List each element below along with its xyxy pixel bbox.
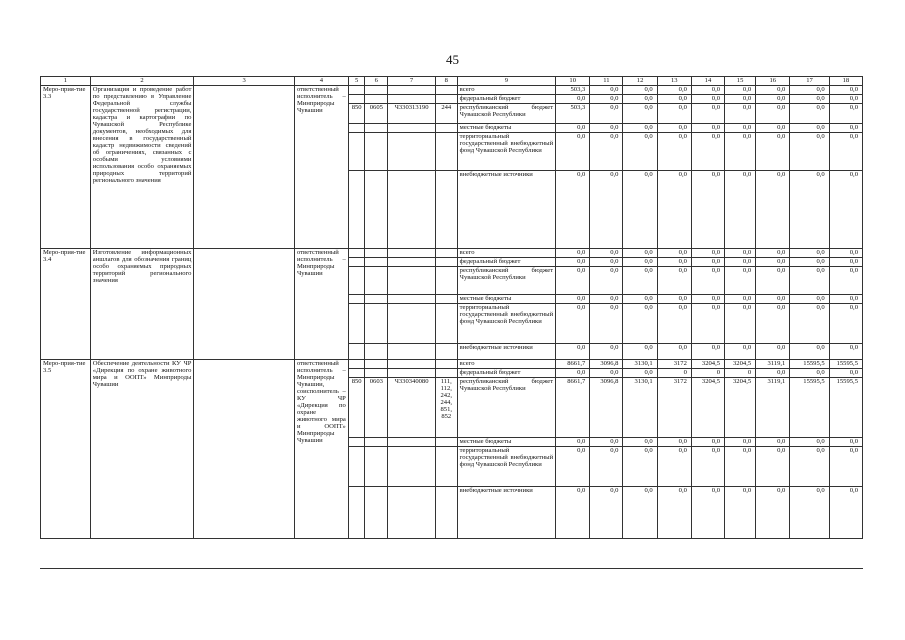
amount-cell: 0,0 (829, 438, 862, 447)
amount-cell: 0,0 (756, 104, 790, 124)
amount-cell: 0,0 (657, 344, 691, 360)
budget-code-cell-c8: 244 (435, 104, 457, 124)
amount-cell: 0,0 (756, 487, 790, 539)
funding-source-cell: местные бюджеты (457, 295, 555, 304)
column-header: 16 (756, 77, 790, 86)
budget-code-cell-c7 (388, 344, 436, 360)
amount-cell: 0,0 (725, 104, 756, 124)
amount-cell: 0,0 (590, 344, 623, 360)
amount-cell: 0,0 (725, 267, 756, 295)
amount-cell: 0,0 (556, 171, 590, 249)
amount-cell: 0,0 (590, 487, 623, 539)
amount-cell: 8661,7 (556, 360, 590, 369)
amount-cell: 0,0 (829, 124, 862, 133)
amount-cell: 0,0 (623, 304, 657, 344)
funding-source-cell: территориальный государственный внебюджетный фонд Чувашской Республики (457, 133, 555, 171)
amount-cell: 0,0 (725, 124, 756, 133)
amount-cell: 0,0 (829, 304, 862, 344)
amount-cell: 0,0 (590, 124, 623, 133)
column-header: 12 (623, 77, 657, 86)
amount-cell: 0,0 (790, 104, 829, 124)
measure-description-cell: Обеспечение деятельности КУ ЧР «Дирекция по охране животного мира и ООПТ» Минприроды Чувашии (90, 360, 194, 539)
budget-code-cell-c6 (365, 438, 388, 447)
amount-cell: 15595,5 (829, 378, 862, 438)
amount-cell: 0,0 (829, 258, 862, 267)
page-number: 45 (446, 52, 459, 67)
amount-cell: 0,0 (790, 304, 829, 344)
amount-cell: 0,0 (725, 133, 756, 171)
amount-cell: 0,0 (623, 249, 657, 258)
amount-cell: 0,0 (790, 447, 829, 487)
amount-cell: 0,0 (829, 369, 862, 378)
budget-code-cell-c7 (388, 295, 436, 304)
amount-cell: 3119,1 (756, 378, 790, 438)
amount-cell: 3204,5 (691, 378, 724, 438)
amount-cell: 0,0 (725, 249, 756, 258)
amount-cell: 0,0 (790, 295, 829, 304)
amount-cell: 0,0 (556, 344, 590, 360)
budget-code-cell-c6 (365, 86, 388, 95)
amount-cell: 0,0 (657, 133, 691, 171)
amount-cell: 3172 (657, 360, 691, 369)
amount-cell: 0,0 (691, 171, 724, 249)
amount-cell: 0,0 (556, 258, 590, 267)
amount-cell: 0,0 (725, 447, 756, 487)
amount-cell: 0,0 (623, 267, 657, 295)
budget-code-cell-c6 (365, 249, 388, 258)
budget-code-cell-c8 (435, 133, 457, 171)
amount-cell: 0,0 (590, 86, 623, 95)
budget-code-cell-c5 (348, 95, 365, 104)
table-row (41, 360, 863, 369)
budget-code-cell-c8 (435, 124, 457, 133)
amount-cell: 0,0 (725, 344, 756, 360)
amount-cell: 0,0 (756, 438, 790, 447)
amount-cell: 0,0 (556, 133, 590, 171)
column-header: 9 (457, 77, 555, 86)
amount-cell: 0,0 (556, 249, 590, 258)
column-header: 5 (348, 77, 365, 86)
amount-cell: 0,0 (657, 124, 691, 133)
amount-cell: 0,0 (556, 267, 590, 295)
amount-cell: 0 (691, 369, 724, 378)
budget-code-cell-c6 (365, 258, 388, 267)
amount-cell: 0,0 (657, 447, 691, 487)
budget-code-cell-c8 (435, 447, 457, 487)
budget-code-cell-c6 (365, 304, 388, 344)
column-header: 18 (829, 77, 862, 86)
amount-cell: 0,0 (590, 438, 623, 447)
amount-cell: 0,0 (725, 438, 756, 447)
amount-cell: 0,0 (623, 86, 657, 95)
amount-cell: 0,0 (725, 171, 756, 249)
amount-cell: 0,0 (657, 86, 691, 95)
budget-code-cell-c8 (435, 438, 457, 447)
amount-cell: 0,0 (691, 95, 724, 104)
amount-cell: 0,0 (590, 304, 623, 344)
amount-cell: 0,0 (790, 86, 829, 95)
budget-code-cell-c8 (435, 369, 457, 378)
budget-code-cell-c7 (388, 124, 436, 133)
amount-cell: 3130,1 (623, 378, 657, 438)
budget-code-cell-c5: 850 (348, 104, 365, 124)
amount-cell: 0,0 (725, 295, 756, 304)
amount-cell: 0,0 (657, 487, 691, 539)
budget-code-cell-c6 (365, 369, 388, 378)
amount-cell: 0,0 (590, 369, 623, 378)
budget-code-cell-c7 (388, 249, 436, 258)
amount-cell: 0,0 (756, 171, 790, 249)
amount-cell: 0,0 (756, 258, 790, 267)
amount-cell: 0,0 (556, 487, 590, 539)
budget-code-cell-c8 (435, 258, 457, 267)
funding-source-cell: местные бюджеты (457, 124, 555, 133)
amount-cell: 0,0 (829, 133, 862, 171)
column-header: 6 (365, 77, 388, 86)
column-header: 7 (388, 77, 436, 86)
amount-cell: 0,0 (590, 258, 623, 267)
funding-source-cell: территориальный государственный внебюджетный фонд Чувашской Республики (457, 447, 555, 487)
amount-cell: 0,0 (657, 171, 691, 249)
budget-code-cell-c6 (365, 360, 388, 369)
budget-code-cell-c7 (388, 258, 436, 267)
funding-source-cell: внебюджетные источники (457, 344, 555, 360)
budget-code-cell-c6: 0603 (365, 378, 388, 438)
amount-cell: 0,0 (691, 267, 724, 295)
amount-cell: 0,0 (657, 295, 691, 304)
budget-code-cell-c8 (435, 304, 457, 344)
budget-code-cell-c8 (435, 360, 457, 369)
budget-code-cell-c6 (365, 295, 388, 304)
amount-cell: 0,0 (725, 487, 756, 539)
amount-cell: 15595,5 (790, 378, 829, 438)
amount-cell: 0,0 (657, 104, 691, 124)
amount-cell: 0,0 (756, 344, 790, 360)
amount-cell: 3096,8 (590, 360, 623, 369)
amount-cell: 0,0 (829, 95, 862, 104)
column-header: 15 (725, 77, 756, 86)
budget-code-cell-c6 (365, 447, 388, 487)
budget-code-cell-c6 (365, 133, 388, 171)
budget-code-cell-c8 (435, 171, 457, 249)
amount-cell: 0,0 (756, 86, 790, 95)
column-3-cell (194, 249, 295, 360)
amount-cell: 0,0 (790, 133, 829, 171)
amount-cell: 0,0 (623, 438, 657, 447)
budget-code-cell-c7 (388, 487, 436, 539)
funding-source-cell: внебюджетные источники (457, 487, 555, 539)
budget-code-cell-c6: 0605 (365, 104, 388, 124)
amount-cell: 0,0 (756, 124, 790, 133)
budget-code-cell-c5 (348, 369, 365, 378)
budget-code-cell-c7 (388, 267, 436, 295)
amount-cell: 0,0 (756, 295, 790, 304)
amount-cell: 0 (725, 369, 756, 378)
amount-cell: 0,0 (623, 258, 657, 267)
budget-code-cell-c8 (435, 487, 457, 539)
amount-cell: 0,0 (691, 86, 724, 95)
funding-source-cell: республиканский бюджет Чувашской Республики (457, 267, 555, 295)
budget-code-cell-c5 (348, 295, 365, 304)
amount-cell: 0,0 (691, 447, 724, 487)
amount-cell: 0,0 (691, 249, 724, 258)
measure-description-cell: Изготовление информационных аншлагов для обозначения границ особо охраняемых природных территорий регионального значения (90, 249, 194, 360)
measure-number-cell: Меро-прия-тие 3.4 (41, 249, 91, 360)
amount-cell: 3096,8 (590, 378, 623, 438)
budget-code-cell-c8 (435, 295, 457, 304)
amount-cell: 0,0 (790, 95, 829, 104)
budget-code-cell-c7 (388, 369, 436, 378)
column-header: 1 (41, 77, 91, 86)
amount-cell: 15595,5 (790, 360, 829, 369)
funding-source-cell: республиканский бюджет Чувашской Республики (457, 378, 555, 438)
funding-source-cell: федеральный бюджет (457, 95, 555, 104)
budget-code-cell-c7 (388, 171, 436, 249)
amount-cell: 0,0 (691, 295, 724, 304)
funding-source-cell: федеральный бюджет (457, 369, 555, 378)
amount-cell: 0,0 (790, 267, 829, 295)
amount-cell: 0,0 (829, 344, 862, 360)
column-header: 4 (294, 77, 348, 86)
measure-description-cell: Организация и проведение работ по представлению в Управление Федеральной службы государственной регистрации, кадастра и картографии по Чувашской Республике документов, необходимых для внесения в государственный кадастр недвижимости сведений об ограничениях, связанных с особыми условиями использования особо охраняемых природных территорий регионального значения (90, 86, 194, 249)
measure-number-cell: Меро-прия-тие 3.3 (41, 86, 91, 249)
amount-cell: 3204,5 (691, 360, 724, 369)
funding-source-cell: всего (457, 86, 555, 95)
amount-cell: 0,0 (590, 104, 623, 124)
amount-cell: 0,0 (725, 95, 756, 104)
amount-cell: 0,0 (623, 344, 657, 360)
amount-cell: 0,0 (756, 304, 790, 344)
budget-code-cell-c7 (388, 360, 436, 369)
budget-code-cell-c5 (348, 86, 365, 95)
amount-cell: 0,0 (657, 267, 691, 295)
budget-code-cell-c5 (348, 249, 365, 258)
budget-code-cell-c5 (348, 258, 365, 267)
amount-cell: 0,0 (790, 258, 829, 267)
amount-cell: 0,0 (756, 133, 790, 171)
budget-code-cell-c5 (348, 304, 365, 344)
budget-code-cell-c8 (435, 86, 457, 95)
budget-code-cell-c7: Ч330313190 (388, 104, 436, 124)
amount-cell: 0,0 (590, 133, 623, 171)
budget-code-cell-c6 (365, 487, 388, 539)
amount-cell: 0,0 (756, 267, 790, 295)
amount-cell: 0,0 (829, 295, 862, 304)
column-header: 3 (194, 77, 295, 86)
amount-cell: 3172 (657, 378, 691, 438)
amount-cell: 0,0 (790, 249, 829, 258)
header-row (41, 77, 863, 86)
budget-code-cell-c7 (388, 438, 436, 447)
amount-cell: 0,0 (623, 171, 657, 249)
budget-code-cell-c6 (365, 95, 388, 104)
amount-cell: 0,0 (556, 124, 590, 133)
column-header: 11 (590, 77, 623, 86)
amount-cell: 0,0 (623, 124, 657, 133)
amount-cell: 0,0 (623, 95, 657, 104)
amount-cell: 0,0 (623, 487, 657, 539)
budget-code-cell-c5 (348, 360, 365, 369)
column-header: 13 (657, 77, 691, 86)
column-header: 8 (435, 77, 457, 86)
column-header: 2 (90, 77, 194, 86)
column-3-cell (194, 360, 295, 539)
amount-cell: 0,0 (623, 295, 657, 304)
amount-cell: 0,0 (623, 447, 657, 487)
amount-cell: 0,0 (657, 438, 691, 447)
amount-cell: 0,0 (829, 86, 862, 95)
budget-code-cell-c8 (435, 95, 457, 104)
amount-cell: 0,0 (790, 487, 829, 539)
table-row (41, 249, 863, 258)
amount-cell: 0,0 (691, 304, 724, 344)
column-header: 10 (556, 77, 590, 86)
budget-code-cell-c7 (388, 133, 436, 171)
amount-cell: 0,0 (556, 369, 590, 378)
amount-cell: 0,0 (556, 304, 590, 344)
amount-cell: 0,0 (623, 133, 657, 171)
amount-cell: 0,0 (556, 438, 590, 447)
amount-cell: 0,0 (590, 249, 623, 258)
budget-code-cell-c8: 111, 112, 242, 244, 851, 852 (435, 378, 457, 438)
amount-cell: 0,0 (691, 344, 724, 360)
amount-cell: 0,0 (829, 267, 862, 295)
budget-code-cell-c6 (365, 267, 388, 295)
table-bottom-rule (40, 568, 863, 569)
amount-cell: 0,0 (756, 447, 790, 487)
amount-cell: 0,0 (691, 487, 724, 539)
funding-source-cell: всего (457, 360, 555, 369)
amount-cell: 0,0 (590, 295, 623, 304)
budget-code-cell-c5 (348, 124, 365, 133)
amount-cell: 8661,7 (556, 378, 590, 438)
amount-cell: 0,0 (691, 133, 724, 171)
budget-code-cell-c7 (388, 95, 436, 104)
amount-cell: 0,0 (756, 369, 790, 378)
amount-cell: 0 (657, 369, 691, 378)
budget-code-cell-c5 (348, 438, 365, 447)
funding-source-cell: федеральный бюджет (457, 258, 555, 267)
amount-cell: 0,0 (725, 86, 756, 95)
amount-cell: 503,3 (556, 86, 590, 95)
amount-cell: 0,0 (829, 104, 862, 124)
funding-source-cell: внебюджетные источники (457, 171, 555, 249)
amount-cell: 0,0 (691, 258, 724, 267)
funding-source-cell: всего (457, 249, 555, 258)
column-3-cell (194, 86, 295, 249)
budget-code-cell-c6 (365, 171, 388, 249)
amount-cell: 0,0 (756, 95, 790, 104)
amount-cell: 0,0 (829, 487, 862, 539)
responsible-executor-cell: ответственный исполнитель – Минприроды Чувашии (294, 86, 348, 249)
budget-code-cell-c7: Ч330340080 (388, 378, 436, 438)
table-body (41, 77, 863, 539)
budget-code-cell-c7 (388, 304, 436, 344)
budget-code-cell-c5 (348, 487, 365, 539)
funding-source-cell: местные бюджеты (457, 438, 555, 447)
amount-cell: 0,0 (790, 438, 829, 447)
amount-cell: 0,0 (725, 304, 756, 344)
table-row (41, 86, 863, 95)
amount-cell: 0,0 (756, 249, 790, 258)
budget-code-cell-c7 (388, 86, 436, 95)
funding-source-cell: территориальный государственный внебюджетный фонд Чувашской Республики (457, 304, 555, 344)
amount-cell: 0,0 (691, 124, 724, 133)
measure-number-cell: Меро-прия-тие 3.5 (41, 360, 91, 539)
column-header: 17 (790, 77, 829, 86)
amount-cell: 0,0 (657, 258, 691, 267)
budget-code-cell-c6 (365, 344, 388, 360)
amount-cell: 3204,5 (725, 360, 756, 369)
amount-cell: 0,0 (829, 171, 862, 249)
budget-table (40, 76, 863, 539)
amount-cell: 0,0 (556, 447, 590, 487)
budget-code-cell-c8 (435, 267, 457, 295)
amount-cell: 0,0 (829, 447, 862, 487)
amount-cell: 503,3 (556, 104, 590, 124)
amount-cell: 0,0 (691, 438, 724, 447)
funding-source-cell: республиканский бюджет Чувашской Республики (457, 104, 555, 124)
budget-code-cell-c5: 850 (348, 378, 365, 438)
amount-cell: 0,0 (590, 171, 623, 249)
amount-cell: 3204,5 (725, 378, 756, 438)
budget-code-cell-c5 (348, 171, 365, 249)
responsible-executor-cell: ответственный исполнитель – Минприроды Чувашии, соисполнитель – КУ ЧР «Дирекция по охране животного мира и ООПТ» Минприроды Чувашии (294, 360, 348, 539)
amount-cell: 3119,1 (756, 360, 790, 369)
amount-cell: 0,0 (590, 267, 623, 295)
budget-code-cell-c7 (388, 447, 436, 487)
amount-cell: 3130,1 (623, 360, 657, 369)
budget-code-cell-c5 (348, 447, 365, 487)
amount-cell: 0,0 (556, 95, 590, 104)
column-header: 14 (691, 77, 724, 86)
amount-cell: 0,0 (691, 104, 724, 124)
amount-cell: 0,0 (790, 344, 829, 360)
amount-cell: 0,0 (790, 171, 829, 249)
amount-cell: 0,0 (829, 249, 862, 258)
amount-cell: 0,0 (590, 95, 623, 104)
amount-cell: 0,0 (623, 104, 657, 124)
budget-code-cell-c8 (435, 344, 457, 360)
budget-code-cell-c5 (348, 267, 365, 295)
budget-code-cell-c5 (348, 344, 365, 360)
amount-cell: 0,0 (790, 369, 829, 378)
amount-cell: 0,0 (657, 249, 691, 258)
amount-cell: 0,0 (556, 295, 590, 304)
budget-code-cell-c8 (435, 249, 457, 258)
amount-cell: 0,0 (657, 304, 691, 344)
budget-code-cell-c5 (348, 133, 365, 171)
amount-cell: 0,0 (725, 258, 756, 267)
budget-code-cell-c6 (365, 124, 388, 133)
amount-cell: 0,0 (657, 95, 691, 104)
amount-cell: 0,0 (790, 124, 829, 133)
amount-cell: 0,0 (590, 447, 623, 487)
amount-cell: 15595,5 (829, 360, 862, 369)
responsible-executor-cell: ответственный исполнитель – Минприроды Чувашии (294, 249, 348, 360)
amount-cell: 0,0 (623, 369, 657, 378)
